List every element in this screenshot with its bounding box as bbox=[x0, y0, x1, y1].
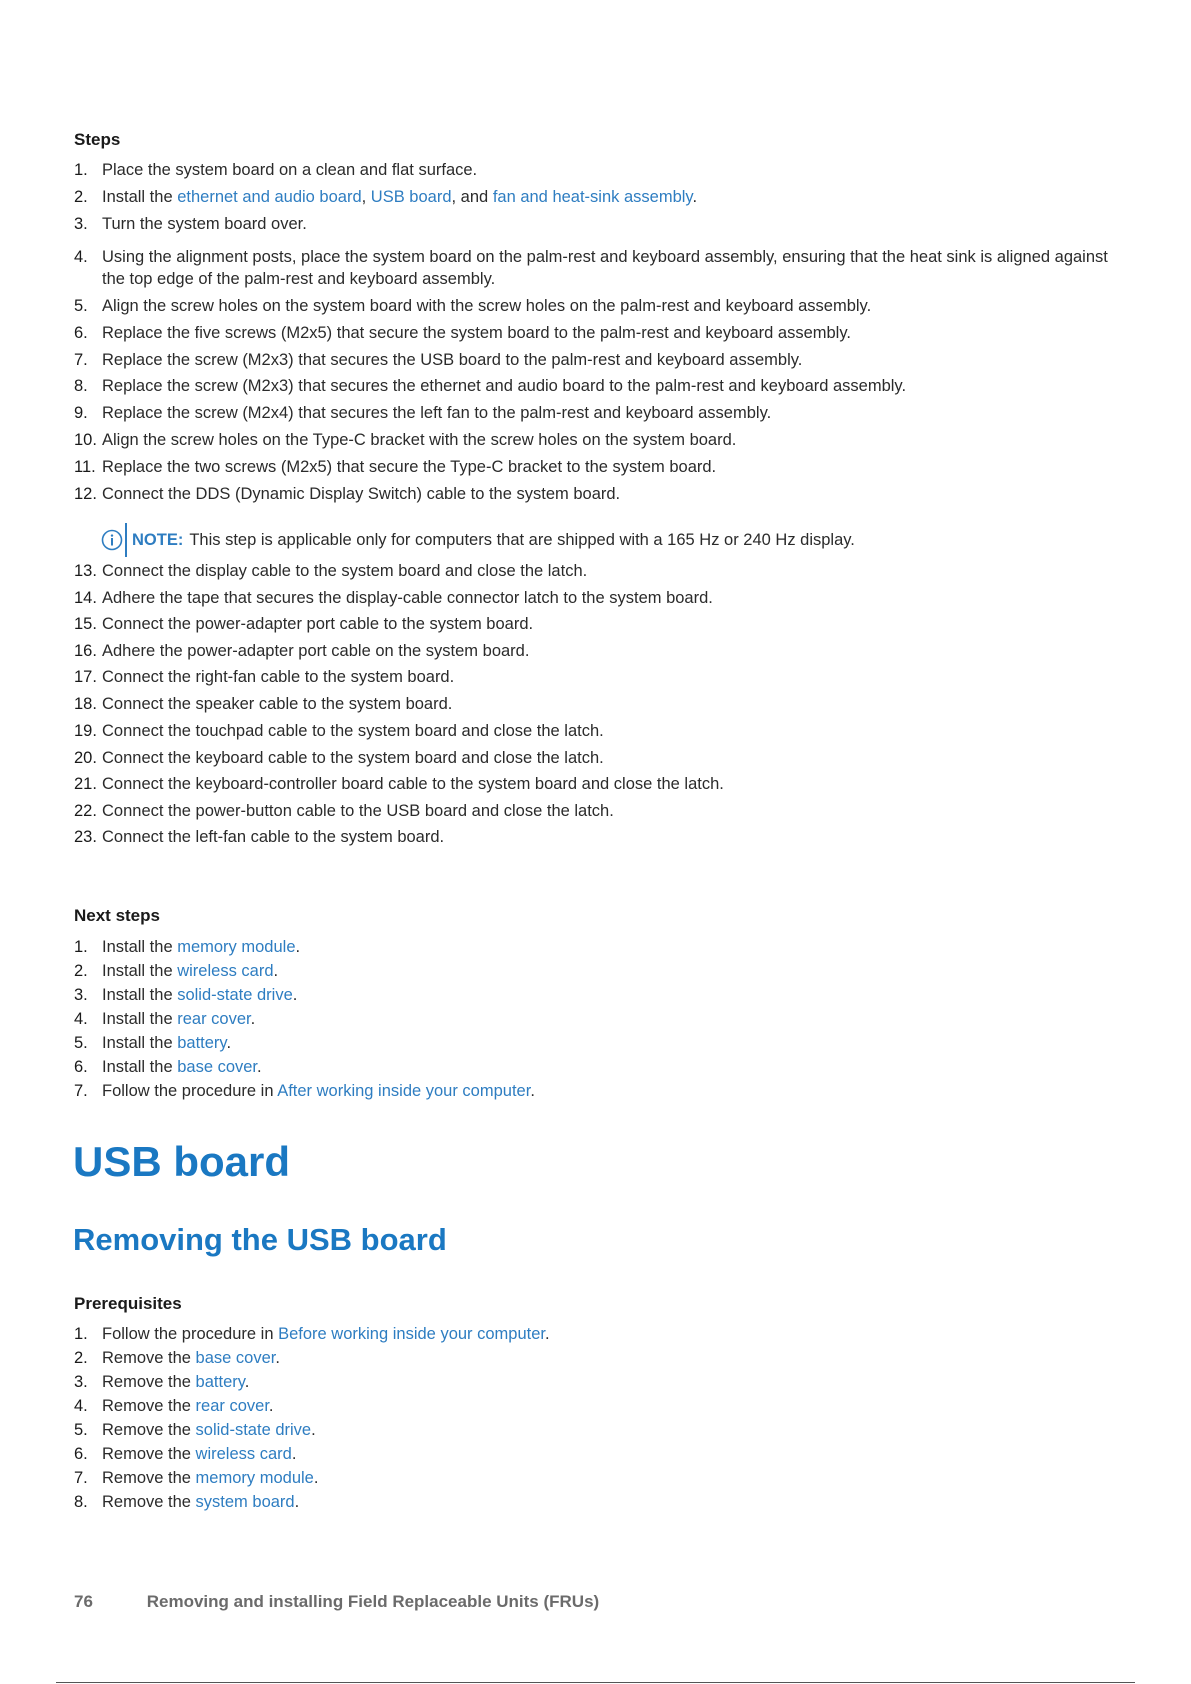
list-item bbox=[74, 1056, 1131, 1078]
step-text bbox=[102, 1395, 1131, 1417]
step-number: 23. bbox=[74, 828, 97, 846]
step-text-fragment: Connect the keyboard-controller board cable to the system board and close the latch. bbox=[102, 775, 724, 793]
list-item bbox=[74, 800, 1131, 822]
step-text-fragment: Connect the display cable to the system board and close the latch. bbox=[102, 562, 588, 580]
step-text bbox=[102, 349, 1131, 371]
step-text bbox=[102, 560, 1131, 582]
cross-reference-link[interactable]: memory module bbox=[177, 938, 296, 956]
step-text-fragment: . bbox=[257, 1058, 262, 1076]
list-item bbox=[74, 246, 1131, 290]
step-number: 2. bbox=[74, 962, 88, 980]
step-text-fragment: Connect the left-fan cable to the system board. bbox=[102, 828, 445, 846]
step-text-fragment: . bbox=[545, 1325, 550, 1343]
step-number: 8. bbox=[74, 377, 88, 395]
step-text-fragment: . bbox=[244, 1373, 250, 1391]
step-text bbox=[102, 295, 1131, 317]
cross-reference-link[interactable]: fan and heat-sink assembly bbox=[492, 188, 693, 206]
step-text-fragment: Remove the bbox=[102, 1397, 196, 1415]
step-text-fragment: . bbox=[291, 1445, 297, 1463]
list-item bbox=[74, 483, 1131, 505]
info-icon bbox=[101, 529, 123, 551]
step-text-fragment: . bbox=[692, 188, 698, 206]
cross-reference-link[interactable]: base cover bbox=[195, 1349, 276, 1367]
step-text-fragment: Adhere the tape that secures the display-cable connector latch to the system board. bbox=[102, 589, 713, 607]
step-text-fragment: Connect the power-adapter port cable to the system board. bbox=[102, 615, 534, 633]
step-text-fragment: Align the screw holes on the system board with the screw holes on the palm-rest and keyboard assembly. bbox=[102, 297, 872, 315]
list-item bbox=[74, 1467, 1131, 1489]
step-number: 4. bbox=[74, 1010, 88, 1028]
step-number: 6. bbox=[74, 324, 88, 342]
step-number: 3. bbox=[74, 215, 88, 233]
step-text bbox=[102, 456, 1131, 478]
page-footer bbox=[74, 1592, 599, 1612]
cross-reference-link[interactable]: battery bbox=[177, 1034, 227, 1052]
step-text bbox=[102, 429, 1131, 451]
step-number: 4. bbox=[74, 1397, 88, 1415]
step-number: 1. bbox=[74, 938, 88, 956]
step-text-fragment: Connect the speaker cable to the system board. bbox=[102, 695, 453, 713]
step-text bbox=[102, 213, 1131, 235]
list-item bbox=[74, 640, 1131, 662]
step-text-fragment: Connect the keyboard cable to the system board and close the latch. bbox=[102, 749, 604, 767]
step-number: 5. bbox=[74, 1034, 88, 1052]
list-item bbox=[74, 1395, 1131, 1417]
step-number: 3. bbox=[74, 986, 88, 1004]
step-number: 7. bbox=[74, 351, 88, 369]
step-text bbox=[102, 640, 1131, 662]
step-number: 3. bbox=[74, 1373, 88, 1391]
step-text bbox=[102, 246, 1131, 290]
step-text-fragment: Replace the screw (M2x3) that secures the USB board to the palm-rest and keyboard assembly. bbox=[102, 351, 803, 369]
step-text bbox=[102, 1419, 1131, 1441]
prerequisites-heading: Prerequisites bbox=[74, 1294, 182, 1313]
step-text-fragment: . bbox=[311, 1421, 316, 1439]
list-item bbox=[74, 720, 1131, 742]
step-text-fragment: Follow the procedure in bbox=[102, 1082, 278, 1100]
list-item bbox=[74, 1371, 1131, 1393]
step-text bbox=[102, 1032, 1131, 1054]
cross-reference-link[interactable]: Before working inside your computer bbox=[278, 1325, 545, 1343]
step-number: 5. bbox=[74, 1421, 88, 1439]
step-text-fragment: Install the bbox=[102, 986, 178, 1004]
step-text bbox=[102, 1056, 1131, 1078]
list-item bbox=[74, 322, 1131, 344]
step-text-fragment: Remove the bbox=[102, 1373, 196, 1391]
step-text-fragment: . bbox=[294, 1493, 300, 1511]
list-item bbox=[74, 1443, 1131, 1465]
cross-reference-link[interactable]: wireless card bbox=[195, 1445, 292, 1463]
list-item bbox=[74, 693, 1131, 715]
list-item bbox=[74, 1080, 1131, 1102]
list-item bbox=[74, 402, 1131, 424]
step-number: 11. bbox=[74, 458, 96, 476]
step-text-fragment: Replace the screw (M2x4) that secures the left fan to the palm-rest and keyboard assembly. bbox=[102, 404, 772, 422]
step-text-fragment: Replace the two screws (M2x5) that secure the Type-C bracket to the system board. bbox=[102, 458, 717, 476]
list-item bbox=[74, 960, 1131, 982]
next-steps-heading: Next steps bbox=[74, 906, 160, 925]
step-text-fragment: . bbox=[313, 1469, 319, 1487]
step-number: 12. bbox=[74, 485, 97, 503]
step-text bbox=[102, 826, 1131, 848]
step-text-fragment: Remove the bbox=[102, 1493, 196, 1511]
step-number: 1. bbox=[74, 1325, 88, 1343]
cross-reference-link[interactable]: USB board bbox=[370, 188, 452, 206]
step-text-fragment: Install the bbox=[102, 1058, 178, 1076]
cross-reference-link[interactable]: rear cover bbox=[177, 1010, 251, 1028]
step-text bbox=[102, 587, 1131, 609]
step-number: 18. bbox=[74, 695, 97, 713]
step-text bbox=[102, 402, 1131, 424]
step-text bbox=[102, 1371, 1131, 1393]
list-item bbox=[74, 826, 1131, 848]
step-number: 2. bbox=[74, 1349, 88, 1367]
step-number: 19. bbox=[74, 722, 97, 740]
step-text-fragment: Install the bbox=[102, 962, 178, 980]
step-text-fragment: Replace the screw (M2x3) that secures the ethernet and audio board to the palm-rest and keyboard assembly. bbox=[102, 377, 907, 395]
step-text bbox=[102, 1347, 1131, 1369]
step-number: 20. bbox=[74, 749, 97, 767]
step-text bbox=[102, 773, 1131, 795]
step-text bbox=[102, 1491, 1131, 1513]
cross-reference-link[interactable]: memory module bbox=[195, 1469, 314, 1487]
step-text bbox=[102, 693, 1131, 715]
step-text bbox=[102, 666, 1131, 688]
steps-heading: Steps bbox=[74, 130, 121, 149]
step-text bbox=[102, 1323, 1131, 1345]
step-text bbox=[102, 1008, 1131, 1030]
step-text-fragment: . bbox=[273, 962, 279, 980]
step-number: 22. bbox=[74, 802, 97, 820]
list-item bbox=[74, 1032, 1131, 1054]
list-item bbox=[74, 747, 1131, 769]
list-item bbox=[74, 936, 1131, 958]
step-text-fragment: Connect the right-fan cable to the system board. bbox=[102, 668, 455, 686]
cross-reference-link[interactable]: ethernet and audio board bbox=[177, 188, 362, 206]
step-number: 10. bbox=[74, 431, 97, 449]
step-text bbox=[102, 800, 1131, 822]
cross-reference-link[interactable]: rear cover bbox=[195, 1397, 269, 1415]
step-text-fragment: Connect the DDS (Dynamic Display Switch) cable to the system board. bbox=[102, 485, 621, 503]
list-item bbox=[74, 1323, 1131, 1345]
step-number: 1. bbox=[74, 161, 88, 179]
step-text-fragment: Install the bbox=[102, 1034, 178, 1052]
list-item bbox=[74, 429, 1131, 451]
page-number: 76 bbox=[74, 1592, 93, 1611]
subsection-title: Removing the USB board bbox=[73, 1222, 447, 1257]
step-text-fragment: Turn the system board over. bbox=[102, 215, 307, 233]
list-item bbox=[74, 613, 1131, 635]
step-number: 9. bbox=[74, 404, 88, 422]
step-text-fragment: Using the alignment posts, place the system board on the palm-rest and keyboard assembly, ensuring that the heat sink is aligned against the top edge of the palm-rest and keyboard assembly. bbox=[102, 248, 1108, 288]
step-number: 13. bbox=[74, 562, 97, 580]
list-item bbox=[74, 375, 1131, 397]
step-text bbox=[102, 322, 1131, 344]
step-text-fragment: Install the bbox=[102, 1010, 178, 1028]
note-box bbox=[101, 523, 855, 557]
step-text-fragment: Remove the bbox=[102, 1421, 196, 1439]
step-text-fragment: Connect the power-button cable to the USB board and close the latch. bbox=[102, 802, 614, 820]
list-item bbox=[74, 666, 1131, 688]
step-text-fragment: Align the screw holes on the Type-C bracket with the screw holes on the system board. bbox=[102, 431, 737, 449]
footer-rule bbox=[56, 1682, 1135, 1683]
list-item bbox=[74, 587, 1131, 609]
note-text: This step is applicable only for computers that are shipped with a 165 Hz or 240 Hz display. bbox=[189, 531, 855, 549]
step-text bbox=[102, 186, 1131, 208]
list-item bbox=[74, 1008, 1131, 1030]
list-item bbox=[74, 159, 1131, 181]
step-number: 14. bbox=[74, 589, 97, 607]
step-text-fragment: . bbox=[268, 1397, 274, 1415]
step-number: 16. bbox=[74, 642, 97, 660]
step-text-fragment: Replace the five screws (M2x5) that secure the system board to the palm-rest and keyboard assembly. bbox=[102, 324, 851, 342]
step-text-fragment: . bbox=[530, 1082, 535, 1100]
list-item bbox=[74, 186, 1131, 208]
step-text-fragment: . bbox=[226, 1034, 232, 1052]
step-text bbox=[102, 984, 1131, 1006]
step-number: 17. bbox=[74, 668, 97, 686]
step-text-fragment: Install the bbox=[102, 188, 178, 206]
step-text-fragment: . bbox=[275, 1349, 280, 1367]
list-item bbox=[74, 1419, 1131, 1441]
step-text-fragment: Remove the bbox=[102, 1349, 196, 1367]
note-label: NOTE: bbox=[132, 531, 184, 549]
list-item bbox=[74, 1491, 1131, 1513]
step-text-fragment: Remove the bbox=[102, 1445, 196, 1463]
step-text bbox=[102, 936, 1131, 958]
cross-reference-link[interactable]: solid-state drive bbox=[195, 1421, 312, 1439]
step-text-fragment: . bbox=[292, 986, 298, 1004]
step-text-fragment: Adhere the power-adapter port cable on the system board. bbox=[102, 642, 530, 660]
list-item bbox=[74, 560, 1131, 582]
step-number: 5. bbox=[74, 297, 88, 315]
note-divider bbox=[125, 523, 127, 557]
step-text-fragment: , and bbox=[451, 188, 493, 206]
step-number: 8. bbox=[74, 1493, 88, 1511]
step-text bbox=[102, 960, 1131, 982]
list-item bbox=[74, 295, 1131, 317]
step-text bbox=[102, 747, 1131, 769]
cross-reference-link[interactable]: After working inside your computer bbox=[277, 1082, 531, 1100]
cross-reference-link[interactable]: solid-state drive bbox=[177, 986, 293, 1004]
list-item bbox=[74, 349, 1131, 371]
step-number: 7. bbox=[74, 1469, 88, 1487]
cross-reference-link[interactable]: base cover bbox=[177, 1058, 258, 1076]
chapter-title: Removing and installing Field Replaceable Units (FRUs) bbox=[146, 1592, 600, 1611]
list-item bbox=[74, 1347, 1131, 1369]
step-text bbox=[102, 1467, 1131, 1489]
section-title: USB board bbox=[73, 1138, 291, 1185]
step-text bbox=[102, 375, 1131, 397]
step-text-fragment: . bbox=[295, 938, 301, 956]
step-text bbox=[102, 483, 1131, 505]
step-text bbox=[102, 613, 1131, 635]
step-number: 6. bbox=[74, 1445, 88, 1463]
step-text-fragment: Follow the procedure in bbox=[102, 1325, 279, 1343]
step-text-fragment: . bbox=[250, 1010, 256, 1028]
step-text bbox=[102, 159, 1131, 181]
step-text bbox=[102, 720, 1131, 742]
step-text bbox=[102, 1443, 1131, 1465]
cross-reference-link[interactable]: system board bbox=[195, 1493, 295, 1511]
step-number: 7. bbox=[74, 1082, 88, 1100]
step-number: 2. bbox=[74, 188, 88, 206]
step-text bbox=[102, 1080, 1131, 1102]
step-text-fragment: Connect the touchpad cable to the system board and close the latch. bbox=[102, 722, 604, 740]
step-number: 4. bbox=[74, 248, 88, 266]
step-number: 15. bbox=[74, 615, 97, 633]
step-number: 6. bbox=[74, 1058, 88, 1076]
cross-reference-link[interactable]: wireless card bbox=[177, 962, 274, 980]
step-text-fragment: Place the system board on a clean and flat surface. bbox=[102, 161, 478, 179]
list-item bbox=[74, 773, 1131, 795]
step-number: 21. bbox=[74, 775, 97, 793]
list-item bbox=[74, 984, 1131, 1006]
step-text-fragment: , bbox=[361, 188, 371, 206]
cross-reference-link[interactable]: battery bbox=[195, 1373, 245, 1391]
list-item bbox=[74, 213, 1131, 235]
list-item bbox=[74, 456, 1131, 478]
step-text-fragment: Remove the bbox=[102, 1469, 196, 1487]
step-text-fragment: Install the bbox=[102, 938, 178, 956]
